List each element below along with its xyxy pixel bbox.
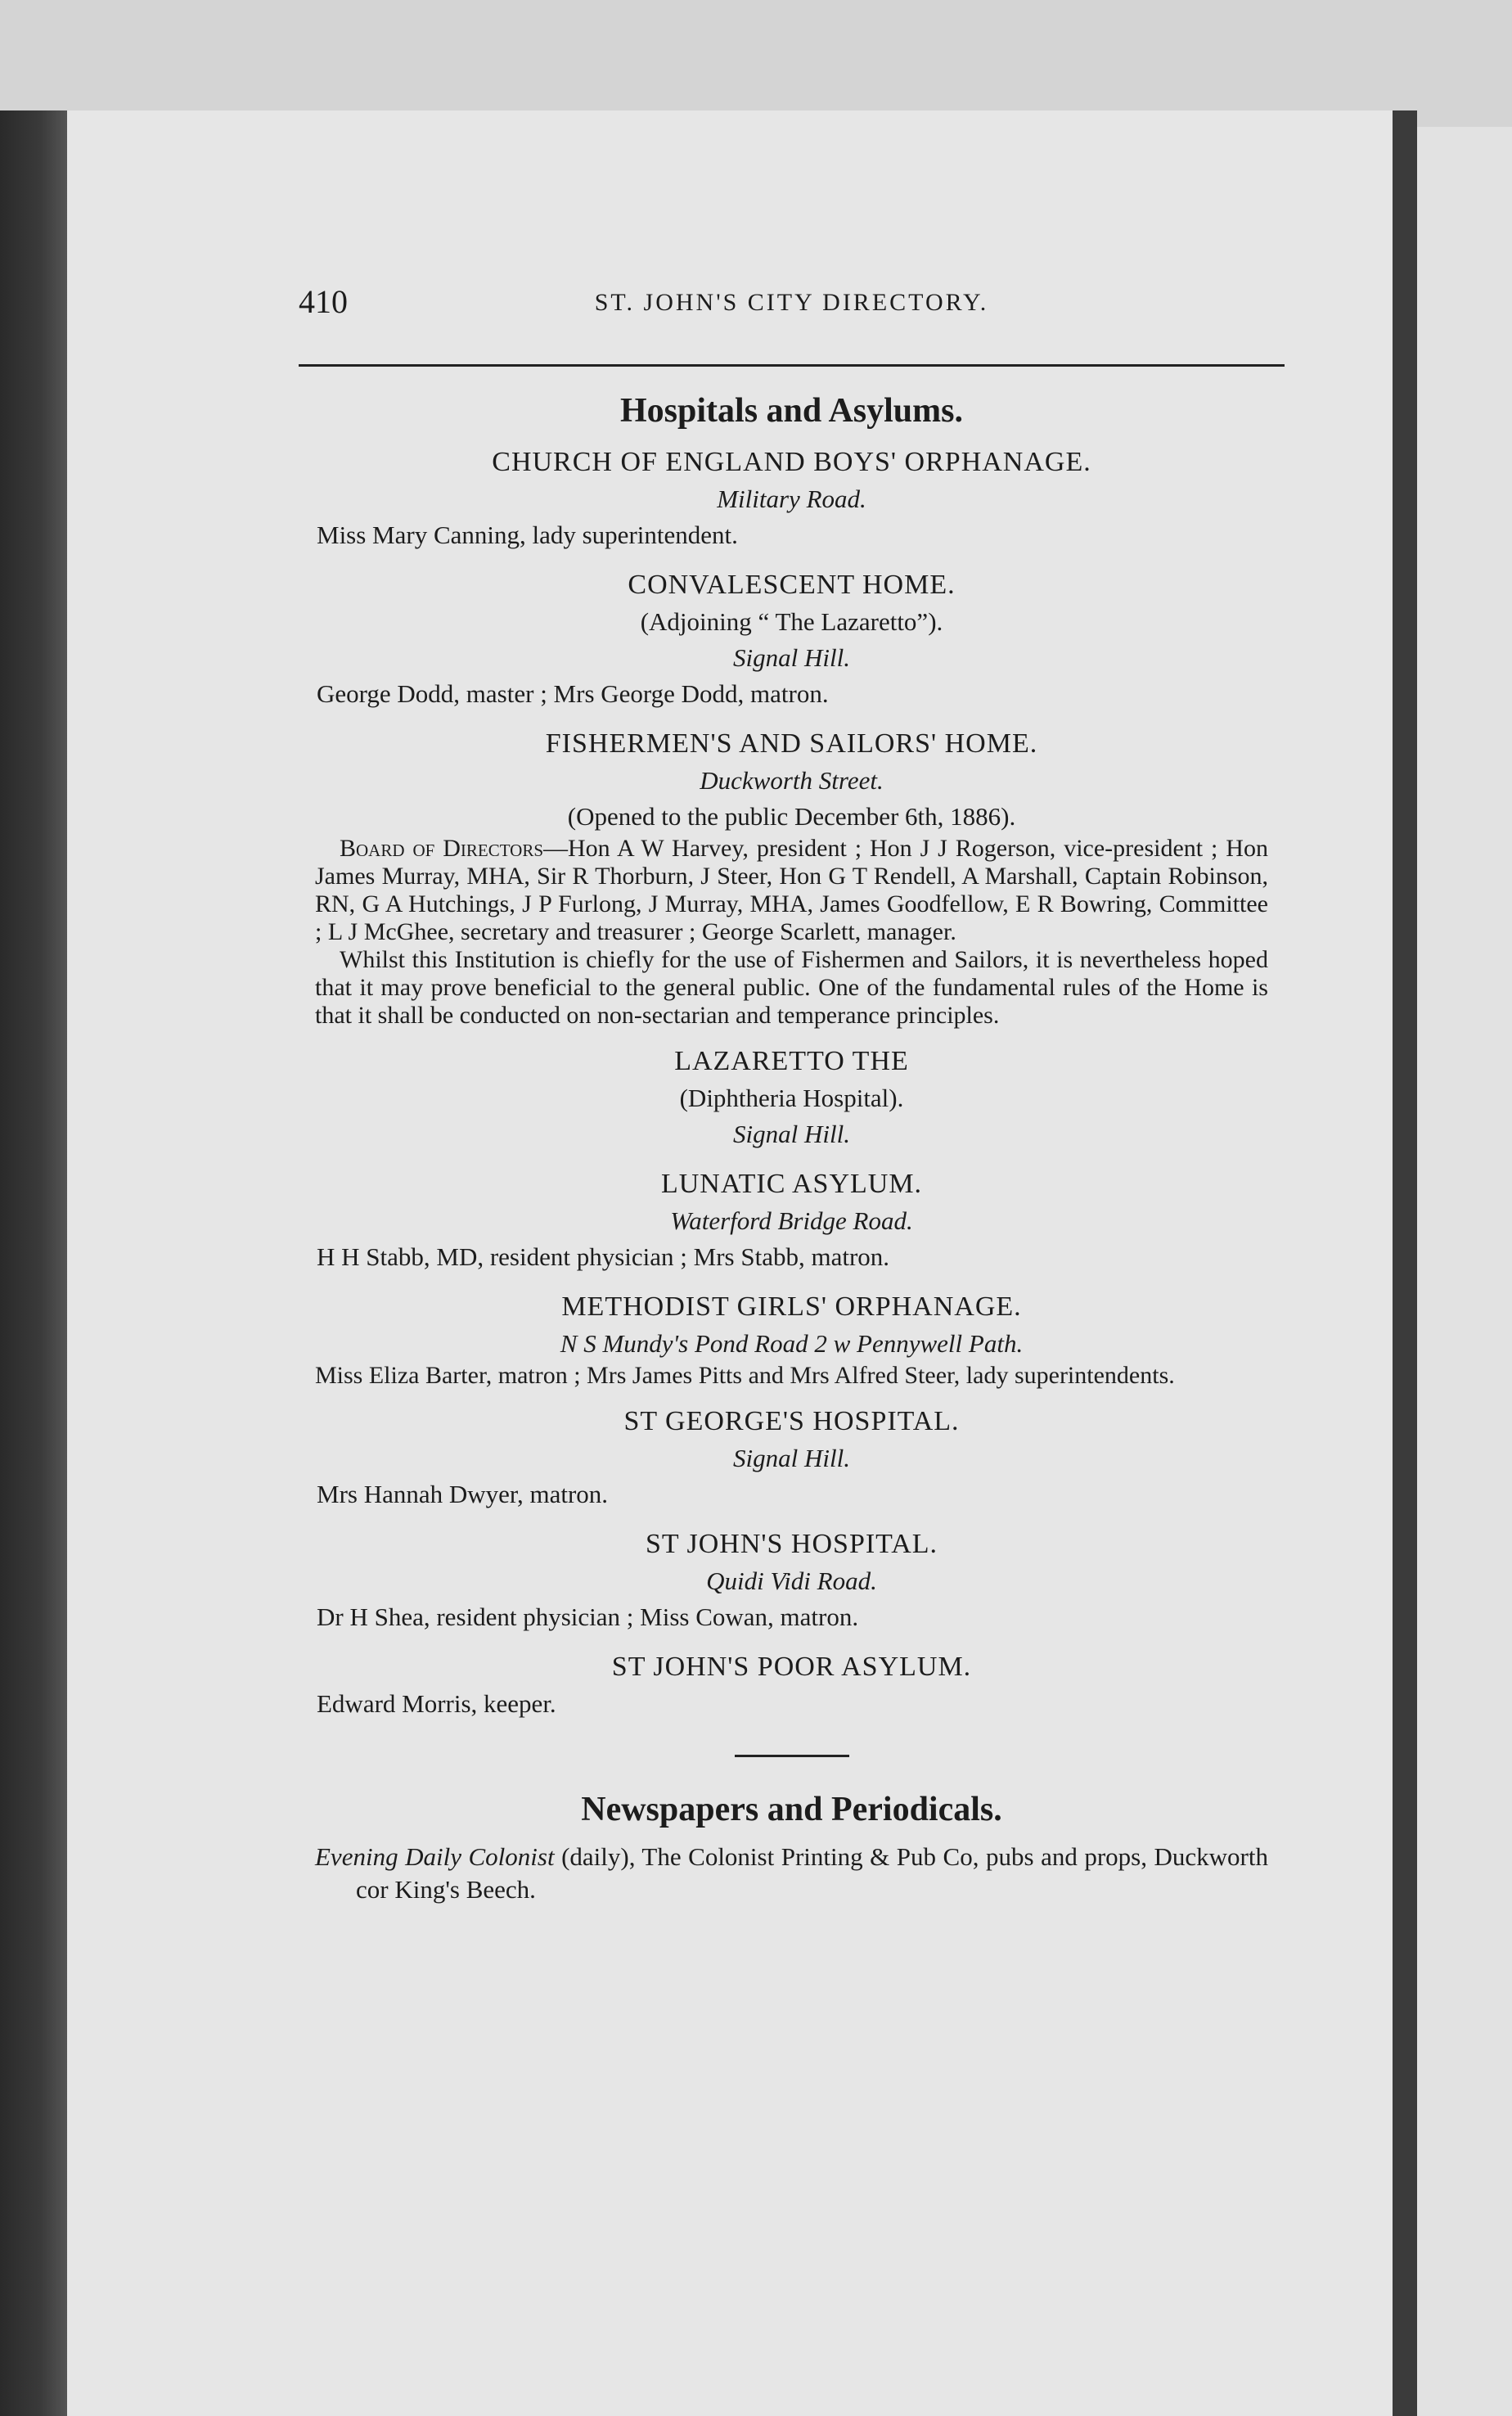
listing-name: ST JOHN'S HOSPITAL. bbox=[645, 1529, 938, 1559]
page-content bbox=[315, 391, 1268, 1906]
listing-church-of-england-orphanage bbox=[315, 444, 1268, 553]
section-title-hospitals: Hospitals and Asylums. bbox=[620, 392, 963, 430]
listing-staff: H H Stabb, MD, resident physician ; Mrs Stabb, matron. bbox=[317, 1242, 890, 1271]
listing-st-johns-hospital bbox=[315, 1526, 1268, 1635]
listing-staff: George Dodd, master ; Mrs George Dodd, matron. bbox=[317, 679, 829, 708]
listing-note: (Adjoining “ The Lazaretto”). bbox=[640, 607, 943, 636]
listing-staff: Miss Eliza Barter, matron ; Mrs James Pitts and Mrs Alfred Steer, lady superintendents. bbox=[315, 1362, 1175, 1389]
page-gutter bbox=[1393, 110, 1417, 2416]
listing-name: CHURCH OF ENGLAND BOYS' ORPHANAGE. bbox=[492, 447, 1091, 477]
listing-note: (Diphtheria Hospital). bbox=[679, 1084, 904, 1112]
institution-paragraph: Whilst this Institution is chiefly for the use of Fishermen and Sailors, it is nevertheless hoped that it may prove beneficial to the general public. One of the fundamental rules of the Home is that it shall be conducted on non-sectarian and temperance principles. bbox=[315, 946, 1268, 1029]
newspaper-listing bbox=[315, 1841, 1268, 1906]
listing-staff: Mrs Hannah Dwyer, matron. bbox=[317, 1480, 609, 1508]
board-of-directors bbox=[315, 835, 1268, 946]
listing-st-johns-poor-asylum bbox=[315, 1648, 1268, 1722]
listing-methodist-girls-orphanage bbox=[315, 1288, 1268, 1390]
listing-name: METHODIST GIRLS' ORPHANAGE. bbox=[561, 1291, 1022, 1322]
listing-street: Signal Hill. bbox=[733, 1444, 850, 1472]
listing-staff: Edward Morris, keeper. bbox=[317, 1689, 556, 1718]
listing-lunatic-asylum bbox=[315, 1165, 1268, 1275]
page-number: 410 bbox=[299, 283, 348, 320]
listing-street: Duckworth Street. bbox=[700, 766, 884, 795]
listing-lazaretto bbox=[315, 1043, 1268, 1152]
adjacent-page-edge bbox=[1417, 127, 1512, 2416]
listing-street: Waterford Bridge Road. bbox=[670, 1206, 913, 1235]
listing-street: Quidi Vidi Road. bbox=[706, 1566, 877, 1595]
listing-street: Military Road. bbox=[717, 485, 866, 513]
section-divider bbox=[735, 1755, 849, 1757]
listing-convalescent-home bbox=[315, 566, 1268, 712]
listing-name: LUNATIC ASYLUM. bbox=[660, 1169, 923, 1199]
listing-name: LAZARETTO THE bbox=[674, 1046, 909, 1076]
listing-name: FISHERMEN'S AND SAILORS' HOME. bbox=[545, 728, 1038, 759]
listing-name: ST JOHN'S POOR ASYLUM. bbox=[611, 1652, 972, 1682]
board-label: Board of Directors bbox=[340, 835, 544, 862]
running-head: ST. JOHN'S CITY DIRECTORY. bbox=[594, 289, 989, 316]
page-header bbox=[299, 282, 1285, 331]
listing-street: Signal Hill. bbox=[733, 643, 850, 672]
newspaper-name: Evening Daily Colonist bbox=[315, 1842, 555, 1871]
newspaper-details: (daily), The Colonist Printing & Pub Co, pubs and props, Duckworth cor King's Beech. bbox=[356, 1842, 1268, 1904]
listing-street: N S Mundy's Pond Road 2 w Pennywell Path. bbox=[560, 1329, 1024, 1358]
listing-street: Signal Hill. bbox=[733, 1120, 850, 1148]
listing-name: ST GEORGE'S HOSPITAL. bbox=[623, 1406, 960, 1436]
listing-name: CONVALESCENT HOME. bbox=[628, 570, 956, 600]
listing-staff: Dr H Shea, resident physician ; Miss Cowan, matron. bbox=[317, 1602, 859, 1631]
listing-fishermens-sailors-home bbox=[315, 725, 1268, 1030]
listing-note: (Opened to the public December 6th, 1886). bbox=[567, 802, 1016, 831]
header-rule bbox=[299, 364, 1285, 367]
board-text: —Hon A W Harvey, president ; Hon J J Rogerson, vice-president ; Hon James Murray, MHA, Sir R Thorburn, J Steer, Hon G T Rendell, A Marshall, Captain Robinson, RN, G A Hutchings, J P Furlong, J Murray, MHA, James Goodfellow, E R Bowring, Committee ; L J McGhee, secretary and treasurer ; George Scarlett, manager. bbox=[315, 835, 1268, 945]
listing-st-georges-hospital bbox=[315, 1403, 1268, 1512]
book-spine bbox=[0, 110, 67, 2416]
section-title-newspapers: Newspapers and Periodicals. bbox=[581, 1791, 1002, 1828]
listing-staff: Miss Mary Canning, lady superintendent. bbox=[317, 521, 738, 549]
